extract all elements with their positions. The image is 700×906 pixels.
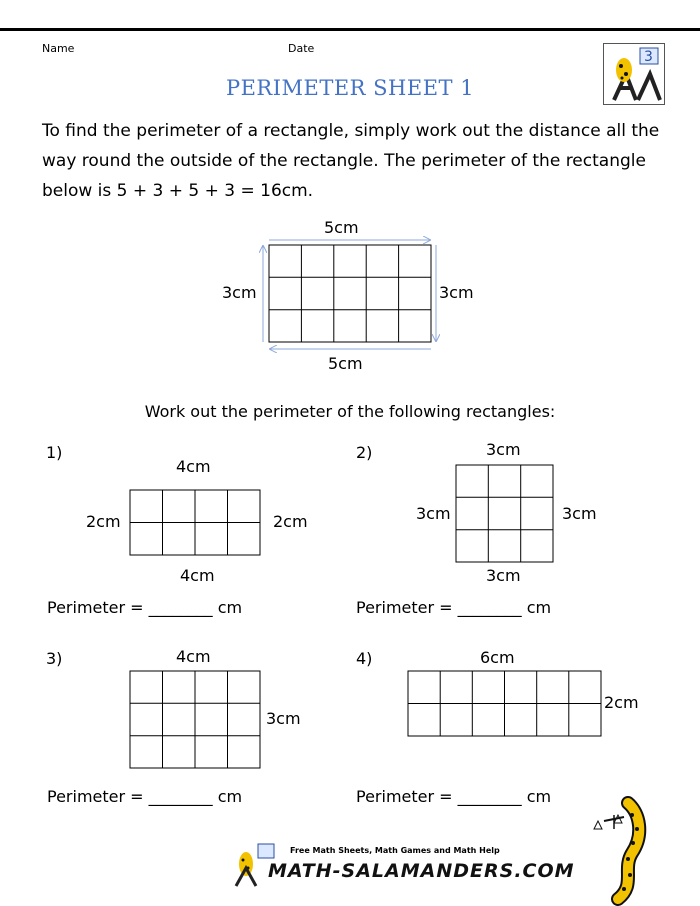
problem-4-right-label: 2cm	[604, 693, 639, 712]
problem-2-top-label: 3cm	[486, 440, 521, 459]
intro-paragraph: To find the perimeter of a rectangle, simply work out the distance all the way round the outside of the rectangle. The perimeter of the rectangle below is 5 + 3 + 5 + 3 = 16cm.	[42, 121, 660, 201]
problem-4-top-label: 6cm	[480, 648, 515, 667]
problem-4-answer-line[interactable]: Perimeter = ________ cm	[356, 787, 552, 806]
problem-2-answer-line[interactable]: Perimeter = ________ cm	[356, 598, 552, 617]
problem-1-left-label: 2cm	[86, 512, 121, 531]
problem-1-top-label: 4cm	[176, 457, 211, 476]
grade-badge-text: 3	[644, 49, 653, 65]
instruction-text: Work out the perimeter of the following rectangles:	[144, 402, 556, 421]
problem-3-grid	[130, 671, 260, 768]
example-right-label: 3cm	[439, 283, 474, 302]
problem-1-answer-line[interactable]: Perimeter = ________ cm	[47, 598, 243, 617]
example-bottom-label: 5cm	[328, 354, 363, 373]
footer-site-name[interactable]: MATH-SALAMANDERS.COM	[268, 860, 575, 882]
problem-1-grid	[130, 490, 260, 555]
problem-3-answer-line[interactable]: Perimeter = ________ cm	[47, 787, 243, 806]
problem-4-number: 4)	[356, 649, 373, 668]
problem-3-top-label: 4cm	[176, 647, 211, 666]
footer-tagline: Free Math Sheets, Math Games and Math Help	[290, 846, 500, 855]
problem-2-grid	[456, 465, 553, 562]
name-label: Name	[42, 42, 75, 55]
problem-2-number: 2)	[356, 443, 373, 462]
example-top-label: 5cm	[324, 218, 359, 237]
problem-1-number: 1)	[46, 443, 63, 462]
problem-1-bottom-label: 4cm	[180, 566, 215, 585]
problem-3-right-label: 3cm	[266, 709, 301, 728]
problem-2-bottom-label: 3cm	[486, 566, 521, 585]
example-left-label: 3cm	[222, 283, 257, 302]
problem-4-grid	[408, 671, 601, 736]
problem-1-right-label: 2cm	[273, 512, 308, 531]
salamander-mascot-icon	[588, 795, 668, 905]
problem-3-number: 3)	[46, 649, 63, 668]
problem-2-right-label: 3cm	[562, 504, 597, 523]
date-label: Date	[288, 42, 315, 55]
problem-2-left-label: 3cm	[416, 504, 451, 523]
page-title: PERIMETER SHEET 1	[225, 76, 475, 100]
